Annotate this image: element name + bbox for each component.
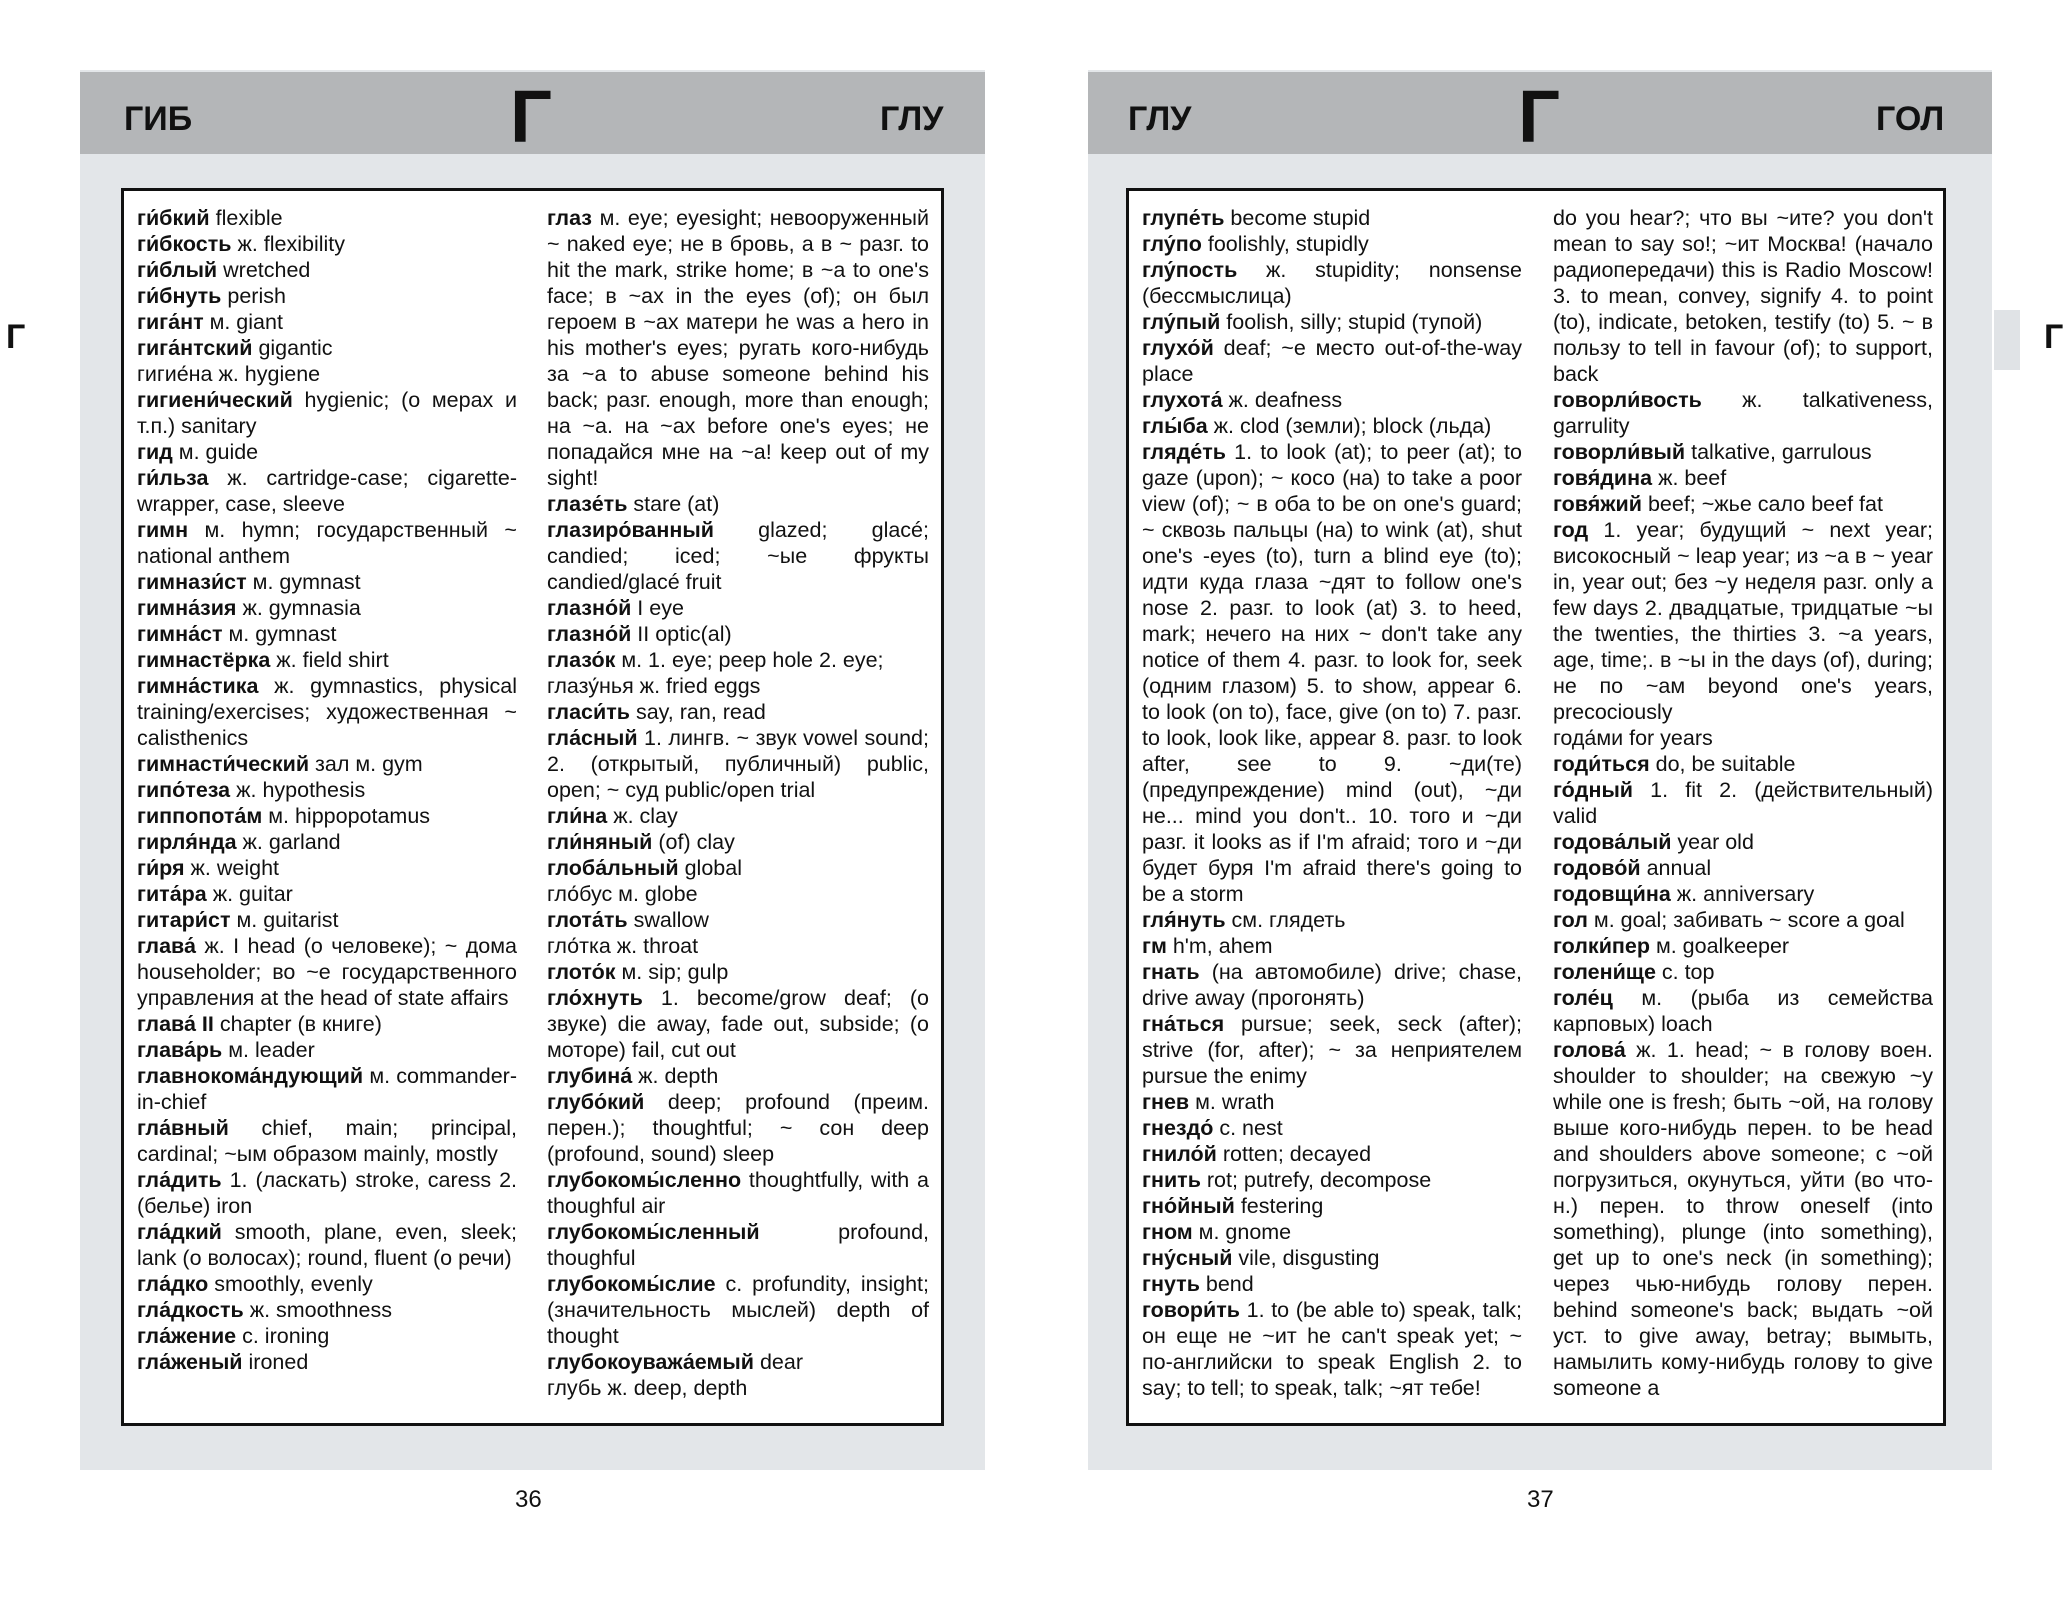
dictionary-entry [1553, 517, 1933, 725]
dictionary-entry [137, 751, 517, 777]
dictionary-entry [547, 1063, 929, 1089]
entry-definition: stare (at) [627, 492, 720, 516]
entry-definition: foolish, silly; stupid (тупой) [1220, 310, 1483, 334]
entry-headword: гла́дкий [137, 1220, 222, 1244]
dictionary-entry [137, 361, 517, 387]
dictionary-entry [137, 803, 517, 829]
entry-definition: ж. deafness [1222, 388, 1343, 412]
dictionary-entry [137, 621, 517, 647]
entry-definition: 1. year; будущий ~ next year; високосный ~ leap year; из ~а в ~ year in, year out; без ~у неделя разг. only a few days 2. двадцатые, тридцатые ~ы the twenties, the thirties 3. ~а years, age, time;. в ~ы in the days (of), during; не по ~ам beyond one's years, precociously [1553, 518, 1933, 724]
entry-headword: гига́нтский [137, 336, 253, 360]
dictionary-entry [1142, 1219, 1522, 1245]
entry-headword: глава́рь [137, 1038, 223, 1062]
dictionary-entry [1142, 335, 1522, 387]
entry-definition: ж. weight [184, 856, 280, 880]
entry-definition: do, be suitable [1649, 752, 1796, 776]
dictionary-entry [137, 569, 517, 595]
left-header-first-word: ГИБ [124, 100, 193, 138]
dictionary-entry [547, 1271, 929, 1349]
dictionary-entry [137, 283, 517, 309]
entry-definition: h'm, ahem [1166, 934, 1273, 958]
entry-definition: (на автомобиле) drive; chase, drive away (прогонять) [1142, 960, 1522, 1010]
entry-definition: м. goal; забивать ~ score a goal [1587, 908, 1905, 932]
entry-headword: гига́нт [137, 310, 204, 334]
entry-definition: ж. cartridge-case; cigarette-wrapper, case, sleeve [137, 466, 517, 516]
entry-definition: year old [1671, 830, 1754, 854]
entry-headword: гнать [1142, 960, 1200, 984]
entry-headword: гол [1553, 908, 1588, 932]
entry-definition: см. глядеть [1225, 908, 1346, 932]
dictionary-entry [1142, 1141, 1522, 1167]
entry-headword: главнокома́ндующий [137, 1064, 364, 1088]
entry-headword: говорли́вость [1553, 388, 1702, 412]
dictionary-entry [1553, 751, 1933, 777]
entry-headword: глава́ [137, 934, 196, 958]
dictionary-entry [547, 491, 929, 517]
right-column-1 [1142, 205, 1522, 1401]
left-column-1 [137, 205, 517, 1375]
entry-headword: голова́ [1553, 1038, 1626, 1062]
dictionary-entry [137, 1271, 517, 1297]
dictionary-entry [137, 439, 517, 465]
dictionary-entry [137, 231, 517, 257]
entry-headword: ги́ря [137, 856, 185, 880]
dictionary-entry [1553, 855, 1933, 881]
entry-headword: голе́ц [1553, 986, 1613, 1010]
dictionary-entry [1142, 1271, 1522, 1297]
entry-headword: гимнастёрка [137, 648, 271, 672]
entry-headword: гимнасти́ческий [137, 752, 310, 776]
entry-definition: profound, thoughful [547, 1220, 929, 1270]
entry-definition: ж. hypothesis [230, 778, 366, 802]
entry-definition: ж. guitar [206, 882, 293, 906]
dictionary-entry [137, 647, 517, 673]
entry-definition: глубь ж. deep, depth [547, 1376, 748, 1400]
entry-headword: гнев [1142, 1090, 1190, 1114]
dictionary-entry [547, 517, 929, 595]
right-thumb-index-letter: Г [2044, 318, 2064, 356]
entry-headword: голени́ще [1553, 960, 1656, 984]
entry-definition: bend [1199, 1272, 1254, 1296]
right-column-2 [1553, 205, 1933, 1401]
entry-definition: м. gnome [1192, 1220, 1292, 1244]
entry-headword: гну́сный [1142, 1246, 1233, 1270]
dictionary-entry [547, 803, 929, 829]
entry-definition: dear [753, 1350, 803, 1374]
dictionary-entry [1142, 1245, 1522, 1271]
entry-headword: гнуть [1142, 1272, 1200, 1296]
entry-definition: гло́бус м. globe [547, 882, 698, 906]
entry-headword: гла́дко [137, 1272, 209, 1296]
entry-headword: голки́пер [1553, 934, 1650, 958]
entry-headword: глубокомы́слие [547, 1272, 716, 1296]
entry-definition: deep; profound (преим. перен.); thoughtful; ~ сон deep (profound, sound) sleep [547, 1090, 929, 1166]
dictionary-entry [1142, 1193, 1522, 1219]
dictionary-entry [137, 907, 517, 933]
dictionary-entry [1553, 465, 1933, 491]
entry-headword: глазе́ть [547, 492, 628, 516]
dictionary-entry [137, 1219, 517, 1271]
entry-definition: smooth, plane, even, sleek; lank (о волосах); round, fluent (о речи) [137, 1220, 517, 1270]
entry-headword: глубо́кий [547, 1090, 645, 1114]
dictionary-entry [137, 387, 517, 439]
entry-definition: 1. fit 2. (действительный) valid [1553, 778, 1933, 828]
dictionary-entry [547, 725, 929, 803]
dictionary-entry [1553, 985, 1933, 1037]
entry-headword: говорли́вый [1553, 440, 1686, 464]
dictionary-entry [1142, 257, 1522, 309]
entry-definition: м. goalkeeper [1649, 934, 1790, 958]
entry-headword: гна́ться [1142, 1012, 1225, 1036]
entry-definition: 1. to (be able to) speak, talk; он еще не ~ит he can't speak yet; ~ по-английски to speak English 2. to say; to tell; to speak, talk; ~ят тебе! [1142, 1298, 1522, 1400]
dictionary-entry [547, 1219, 929, 1271]
entry-headword: ги́льза [137, 466, 209, 490]
entry-definition: become stupid [1224, 206, 1371, 230]
dictionary-entry [547, 647, 929, 673]
entry-definition: ж. clay [607, 804, 678, 828]
dictionary-entry [137, 309, 517, 335]
entry-definition: chief, main; principal, cardinal; ~ым образом mainly, mostly [137, 1116, 517, 1166]
entry-headword: глу́пый [1142, 310, 1221, 334]
entry-definition: ж. talkativeness, garrulity [1553, 388, 1933, 438]
right-thumb-tab [1994, 310, 2020, 370]
dictionary-entry [1142, 1011, 1522, 1089]
entry-headword: годовщи́на [1553, 882, 1671, 906]
entry-headword: гимна́ст [137, 622, 223, 646]
dictionary-entry [547, 933, 929, 959]
left-header-letter: Г [510, 75, 552, 158]
right-header-last-word: ГОЛ [1876, 100, 1945, 138]
entry-headword: глота́ть [547, 908, 628, 932]
entry-headword: гла́дить [137, 1168, 222, 1192]
entry-headword: гм [1142, 934, 1167, 958]
entry-definition: м. hippopotamus [262, 804, 431, 828]
entry-definition: 1. лингв. ~ звук vowel sound; 2. (открытый, публичный) public, open; ~ суд public/open trial [547, 726, 929, 802]
dictionary-entry [1553, 777, 1933, 829]
entry-headword: глоба́льный [547, 856, 679, 880]
entry-definition: gigantic [252, 336, 333, 360]
entry-headword: глаз [547, 206, 592, 230]
entry-headword: гитари́ст [137, 908, 231, 932]
entry-headword: гляде́ть [1142, 440, 1226, 464]
entry-definition: ж. stupidity; nonsense (бессмыслица) [1142, 258, 1522, 308]
entry-headword: гнездо́ [1142, 1116, 1214, 1140]
entry-headword: ги́блый [137, 258, 218, 282]
entry-headword: гла́жение [137, 1324, 237, 1348]
entry-headword: гно́йный [1142, 1194, 1235, 1218]
entry-definition: rot; putrefy, decompose [1200, 1168, 1432, 1192]
dictionary-entry [137, 673, 517, 751]
entry-headword: гимнази́ст [137, 570, 247, 594]
entry-definition: м. eye; eyesight; невооруженный ~ naked eye; не в бровь, а в ~ разг. to hit the mark, strike home; в ~а to one's face; в ~ах in the eyes (of); он был героем в ~ах матери he was a hero in his mother's eyes; ругать кого-нибудь за ~а to abuse someone behind his back; разг. enough, more than enough; на ~а. на ~ах before one's eyes; не попадайся мне на ~а! keep out of my sight! [547, 206, 929, 490]
entry-headword: глазно́й [547, 596, 632, 620]
entry-definition: glazed; glacé; candied; iced; ~ые фрукты candied/glacé fruit [547, 518, 929, 594]
entry-definition: do you hear?; что вы ~ите? you don't mean to say so!; ~ит Москва! (начало радиопередачи) this is Radio Moscow! 3. to mean, convey, signify 4. to point (to), indicate, betoken, testify (to) 5. ~ в пользу to tell in favour (of); to support, back [1553, 206, 1933, 386]
dictionary-entry [1553, 439, 1933, 465]
entry-headword: гли́на [547, 804, 608, 828]
dictionary-entry [1553, 881, 1933, 907]
entry-headword: гирля́нда [137, 830, 237, 854]
entry-headword: говори́ть [1142, 1298, 1240, 1322]
entry-definition: hygienic; (о мерах и т.п.) sanitary [137, 388, 517, 438]
entry-headword: гла́дкость [137, 1298, 244, 1322]
entry-headword: ги́бнуть [137, 284, 222, 308]
right-page-number: 37 [1527, 1486, 1554, 1513]
entry-definition: chapter (в книге) [213, 1012, 382, 1036]
dictionary-entry [1553, 491, 1933, 517]
dictionary-entry [1142, 1089, 1522, 1115]
entry-headword: глухота́ [1142, 388, 1223, 412]
entry-definition: глазу́нья ж. fried eggs [547, 674, 761, 698]
entry-headword: го́дный [1553, 778, 1634, 802]
dictionary-entry [137, 1297, 517, 1323]
dictionary-entry [547, 621, 929, 647]
entry-definition: 1. become/grow deaf; (о звуке) die away, fade out, subside; (о моторе) fail, cut out [547, 986, 929, 1062]
entry-definition: festering [1234, 1194, 1324, 1218]
right-header-letter: Г [1518, 75, 1560, 158]
entry-headword: год [1553, 518, 1589, 542]
entry-headword: говя́жий [1553, 492, 1642, 516]
entry-definition: ж. beef [1652, 466, 1727, 490]
entry-definition: beef; ~жье сало beef fat [1641, 492, 1883, 516]
left-page-number: 36 [515, 1486, 542, 1513]
entry-headword: глухо́й [1142, 336, 1214, 360]
dictionary-entry [1553, 1037, 1933, 1401]
entry-definition: м. guitarist [230, 908, 339, 932]
entry-definition: ж. smoothness [243, 1298, 392, 1322]
dictionary-entry [547, 1089, 929, 1167]
dictionary-entry [137, 335, 517, 361]
entry-headword: гло́хнуть [547, 986, 643, 1010]
entry-definition: ж. garland [236, 830, 341, 854]
dictionary-entry [1142, 231, 1522, 257]
dictionary-entry [1553, 387, 1933, 439]
entry-headword: глубокоуважа́емый [547, 1350, 754, 1374]
entry-headword: гнило́й [1142, 1142, 1217, 1166]
entry-definition: с. nest [1213, 1116, 1283, 1140]
dictionary-entry [547, 1167, 929, 1219]
dictionary-entry [1553, 907, 1933, 933]
entry-headword: глы́ба [1142, 414, 1208, 438]
entry-headword: глубокомы́сленный [547, 1220, 760, 1244]
entry-headword: глава́ II [137, 1012, 214, 1036]
dictionary-entry [137, 1037, 517, 1063]
entry-headword: гимна́стика [137, 674, 259, 698]
entry-definition: II optic(al) [631, 622, 732, 646]
dictionary-entry [137, 1167, 517, 1219]
dictionary-entry [137, 855, 517, 881]
entry-definition: annual [1640, 856, 1712, 880]
entry-definition: ж. clod (земли); block (льда) [1207, 414, 1492, 438]
entry-definition: ж. 1. head; ~ в голову воен. shoulder to shoulder; на свежую ~у while one is fresh; быть ~ой, на голову выше кого-нибудь перен. to be head and shoulders above someone; с ~ой погрузиться, окунуться, уйти (во что-н.) перен. to throw oneself (into something), plunge (into something), get up to one's neck (in something); через чью-нибудь голову перен. behind someone's back; выдать ~ой уст. to give away, betray; вымыть, намылить кому-нибудь голову to give someone a [1553, 1038, 1933, 1400]
dictionary-entry [137, 1063, 517, 1115]
entry-definition: pursue; seek, seck (after); strive (for, after); ~ за неприятелем pursue the enimy [1142, 1012, 1522, 1088]
entry-headword: гиппопота́м [137, 804, 263, 828]
dictionary-entry [547, 673, 929, 699]
entry-headword: глу́пость [1142, 258, 1238, 282]
entry-definition: ironed [242, 1350, 309, 1374]
entry-definition: м. 1. eye; peep hole 2. eye; [615, 648, 884, 672]
entry-definition: ж. field shirt [270, 648, 389, 672]
dictionary-entry [137, 933, 517, 1011]
dictionary-entry [547, 881, 929, 907]
entry-definition: ж. depth [632, 1064, 719, 1088]
entry-definition: с. ironing [236, 1324, 330, 1348]
dictionary-entry [547, 1375, 929, 1401]
entry-definition: global [678, 856, 742, 880]
entry-headword: глазно́й [547, 622, 632, 646]
entry-headword: гли́няный [547, 830, 653, 854]
entry-headword: гнить [1142, 1168, 1201, 1192]
dictionary-entry [1142, 309, 1522, 335]
dictionary-entry [137, 777, 517, 803]
entry-definition: thoughtfully, with a thoughful air [547, 1168, 929, 1218]
entry-headword: гласи́ть [547, 700, 630, 724]
entry-definition: ж. I head (о человеке); ~ дома householder; во ~е государственного управления at the head of state affairs [137, 934, 517, 1010]
entry-definition: зал м. gym [309, 752, 423, 776]
dictionary-entry [1142, 1115, 1522, 1141]
dictionary-entry [1142, 439, 1522, 907]
entry-headword: глото́к [547, 960, 616, 984]
dictionary-entry [137, 257, 517, 283]
entry-definition: м. guide [172, 440, 259, 464]
entry-definition: м. commander-in-chief [137, 1064, 517, 1114]
entry-headword: гигиени́ческий [137, 388, 293, 412]
entry-headword: глубина́ [547, 1064, 633, 1088]
dictionary-entry [137, 1011, 517, 1037]
dictionary-entry [1553, 933, 1933, 959]
dictionary-entry [1142, 205, 1522, 231]
entry-headword: говя́дина [1553, 466, 1653, 490]
entry-definition: smoothly, evenly [208, 1272, 373, 1296]
entry-definition: ж. anniversary [1670, 882, 1815, 906]
dictionary-entry [137, 1349, 517, 1375]
entry-headword: гла́сный [547, 726, 638, 750]
entry-definition: м. gymnast [246, 570, 361, 594]
entry-headword: глу́по [1142, 232, 1202, 256]
dictionary-entry [1142, 907, 1522, 933]
entry-headword: гном [1142, 1220, 1193, 1244]
dictionary-entry [547, 985, 929, 1063]
entry-definition: rotten; decayed [1216, 1142, 1372, 1166]
entry-definition: swallow [627, 908, 709, 932]
dictionary-entry [1142, 1297, 1522, 1401]
entry-definition: 1. to look (at); to peer (at); to gaze (upon); ~ косо (на) to take a poor view (of); ~ в оба to be on one's guard; ~ сквозь пальцы (на) to wink (at), shut one's -eyes (to), turn a blind eye (to); идти куда глаза ~дят to follow one's nose 2. разг. to look (at) 3. to heed, mark; нечего на них ~ don't take any notice of them 4. разг. to look for, seek (одним глазом) 5. to show, appear 6. to look (on to), face, give (on to) 7. разг. to look, look like, appear 8. разг. to look after, see to 9. ~ди(те) (предупреждение) mind (out), ~ди не... mind you don't.. 10. того и ~ди разг. it looks as if I'm afraid; того и ~ди будет буря I'm afraid there's going to be a storm [1142, 440, 1522, 906]
entry-headword: гид [137, 440, 173, 464]
dictionary-entry [1142, 933, 1522, 959]
entry-definition: гло́тка ж. throat [547, 934, 699, 958]
dictionary-entry [547, 959, 929, 985]
dictionary-entry [137, 205, 517, 231]
dictionary-entry [547, 1349, 929, 1375]
dictionary-entry [1553, 725, 1933, 751]
dictionary-entry [547, 595, 929, 621]
entry-definition: ж. gymnastics, physical training/exercises; художественная ~ calisthenics [137, 674, 517, 750]
dictionary-entry [137, 465, 517, 517]
left-header-last-word: ГЛУ [880, 100, 944, 138]
dictionary-entry [137, 829, 517, 855]
entry-headword: ги́бкий [137, 206, 210, 230]
dictionary-entry [1553, 829, 1933, 855]
entry-definition: м. hymn; государственный ~ national anthem [137, 518, 517, 568]
entry-headword: гла́женый [137, 1350, 243, 1374]
entry-definition: I eye [631, 596, 684, 620]
dictionary-entry [1142, 413, 1522, 439]
entry-headword: глубокомы́сленно [547, 1168, 742, 1192]
dictionary-entry [137, 1115, 517, 1167]
dictionary-entry [547, 907, 929, 933]
entry-definition: say, ran, read [629, 700, 766, 724]
dictionary-entry [137, 881, 517, 907]
entry-headword: глазо́к [547, 648, 616, 672]
entry-headword: глупе́ть [1142, 206, 1225, 230]
entry-definition: foolishly, stupidly [1201, 232, 1369, 256]
entry-definition: м. leader [222, 1038, 315, 1062]
dictionary-entry [137, 1323, 517, 1349]
dictionary-entry [1142, 1167, 1522, 1193]
dictionary-entry [1553, 959, 1933, 985]
entry-definition: (of) clay [652, 830, 735, 854]
left-thumb-index-letter: Г [6, 318, 26, 356]
entry-headword: гипо́теза [137, 778, 231, 802]
dictionary-entry [1142, 959, 1522, 1011]
entry-definition: м. wrath [1189, 1090, 1275, 1114]
left-column-2 [547, 205, 929, 1401]
entry-headword: гимн [137, 518, 189, 542]
right-header-first-word: ГЛУ [1128, 100, 1192, 138]
dictionary-entry [547, 855, 929, 881]
entry-headword: гимна́зия [137, 596, 237, 620]
entry-headword: ги́бкость [137, 232, 232, 256]
entry-definition: м. sip; gulp [615, 960, 729, 984]
dictionary-entry [137, 517, 517, 569]
entry-headword: гита́ра [137, 882, 207, 906]
entry-definition: talkative, garrulous [1685, 440, 1872, 464]
entry-definition: flexible [209, 206, 283, 230]
entry-headword: годова́лый [1553, 830, 1672, 854]
entry-headword: годово́й [1553, 856, 1641, 880]
entry-definition: с. top [1655, 960, 1715, 984]
entry-headword: гля́нуть [1142, 908, 1226, 932]
entry-definition: deaf; ~е место out-of-the-way place [1142, 336, 1522, 386]
entry-headword: годи́ться [1553, 752, 1650, 776]
entry-definition: 1. (ласкать) stroke, caress 2. (белье) iron [137, 1168, 517, 1218]
entry-definition: гигие́на ж. hygiene [137, 362, 321, 386]
dictionary-entry [137, 595, 517, 621]
entry-definition: года́ми for years [1553, 726, 1713, 750]
entry-definition: м. (рыба из семейства карповых) loach [1553, 986, 1933, 1036]
entry-definition: wretched [217, 258, 311, 282]
entry-definition: perish [221, 284, 286, 308]
entry-headword: глазиро́ванный [547, 518, 714, 542]
dictionary-entry [547, 205, 929, 491]
entry-definition: ж. gymnasia [236, 596, 361, 620]
dictionary-entry [547, 699, 929, 725]
entry-definition: ж. flexibility [231, 232, 346, 256]
dictionary-entry [1142, 387, 1522, 413]
entry-definition: с. profundity, insight; (значительность мыслей) depth of thought [547, 1272, 929, 1348]
entry-definition: vile, disgusting [1232, 1246, 1380, 1270]
dictionary-entry [547, 829, 929, 855]
entry-definition: м. gymnast [222, 622, 337, 646]
dictionary-entry [1553, 205, 1933, 387]
entry-definition: м. giant [203, 310, 283, 334]
entry-headword: гла́вный [137, 1116, 229, 1140]
